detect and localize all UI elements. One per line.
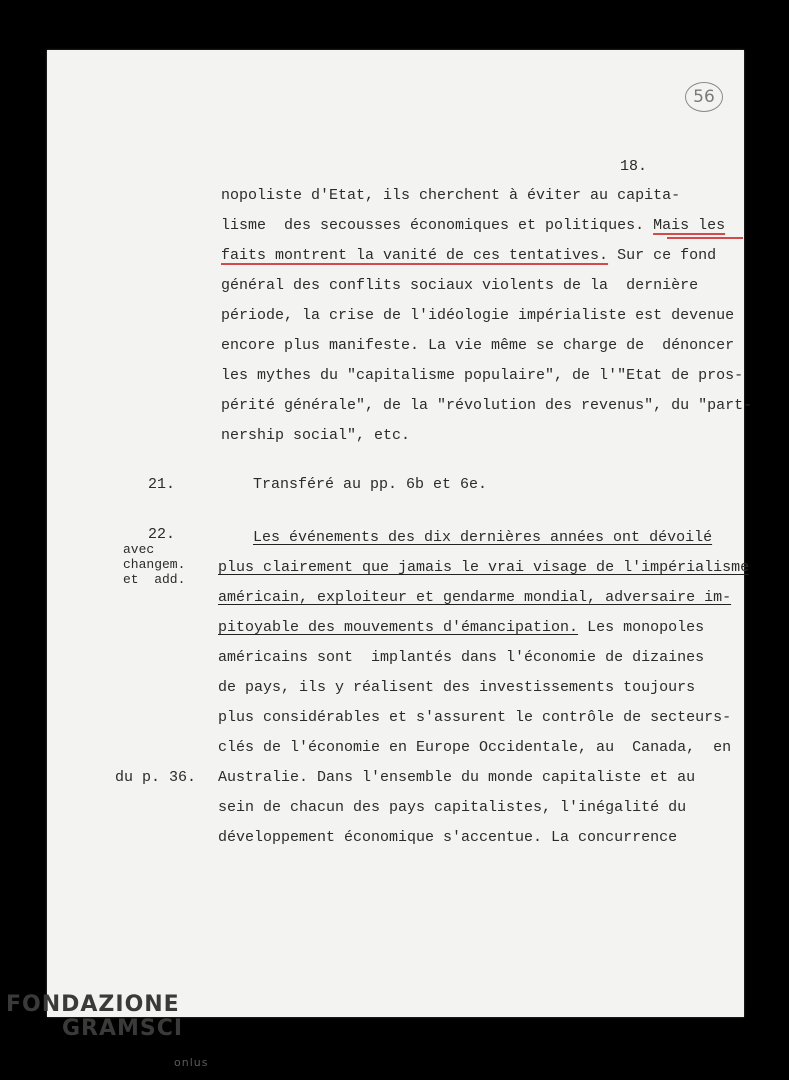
item22-line3: américain, exploiteur et gendarme mondial, adversaire im-: [218, 589, 732, 606]
para1-line1: nopoliste d'Etat, ils cherchent à éviter au capita-: [221, 187, 681, 204]
item22-note-line1: avec: [123, 542, 155, 557]
item22-ref: du p. 36.: [115, 769, 197, 786]
para1-line8: périté générale", de la "révolution des revenus", du "part-: [221, 397, 753, 414]
red-underline-extension: [667, 237, 743, 239]
watermark-line1: FONDAZIONE: [6, 992, 180, 1017]
item22-line9: Australie. Dans l'ensemble du monde capitaliste et au: [218, 769, 696, 786]
para1-line6: encore plus manifeste. La vie même se charge de dénoncer: [221, 337, 735, 354]
watermark-line3: onlus: [174, 1056, 209, 1069]
item22-note-line3: et add.: [123, 572, 186, 587]
item22-line4: [218, 619, 704, 636]
watermark-line2: GRAMSCI: [62, 1016, 184, 1041]
item22-line2: plus clairement que jamais le vrai visage de l'impérialisme: [218, 559, 750, 576]
item22-line7: plus considérables et s'assurent le contrôle de secteurs-: [218, 709, 732, 726]
item21-number: 21.: [148, 476, 176, 493]
item22-line5: américains sont implantés dans l'économie de dizaines: [218, 649, 705, 666]
item21-text: Transféré au pp. 6b et 6e.: [253, 476, 488, 493]
item22-line11: développement économique s'accentue. La concurrence: [218, 829, 678, 846]
item22-line4a: pitoyable des mouvements d'émancipation.: [218, 619, 579, 636]
para1-line3: [221, 247, 716, 264]
para1-line3b: Sur ce fond: [608, 247, 717, 264]
archive-page-number: 56: [685, 82, 723, 112]
para1-line2b-highlight: Mais les: [653, 217, 726, 234]
item22-line4b: Les monopoles: [578, 619, 705, 636]
para1-line2a: lisme des secousses économiques et politiques.: [221, 217, 654, 234]
document-page: [47, 50, 753, 1017]
item22-number: 22.: [148, 526, 176, 543]
para1-line4: général des conflits sociaux violents de la dernière: [221, 277, 699, 294]
para1-line9: nership social", etc.: [221, 427, 411, 444]
item22-line10: sein de chacun des pays capitalistes, l'inégalité du: [218, 799, 687, 816]
item22-line8: clés de l'économie en Europe Occidentale, au Canada, en: [218, 739, 732, 756]
para1-line3a-highlight: faits montrent la vanité de ces tentatives.: [221, 247, 609, 264]
para1-line7: les mythes du "capitalisme populaire", de l'"Etat de pros-: [221, 367, 744, 384]
page-number: 18.: [620, 158, 648, 175]
fondazione-gramsci-watermark: [6, 992, 209, 1069]
item22-line1: Les événements des dix dernières années ont dévoilé: [253, 529, 713, 546]
item22-line6: de pays, ils y réalisent des investissements toujours: [218, 679, 696, 696]
para1-line5: période, la crise de l'idéologie impérialiste est devenue: [221, 307, 735, 324]
para1-line2: [221, 217, 725, 234]
item22-note-line2: changem.: [123, 557, 186, 572]
